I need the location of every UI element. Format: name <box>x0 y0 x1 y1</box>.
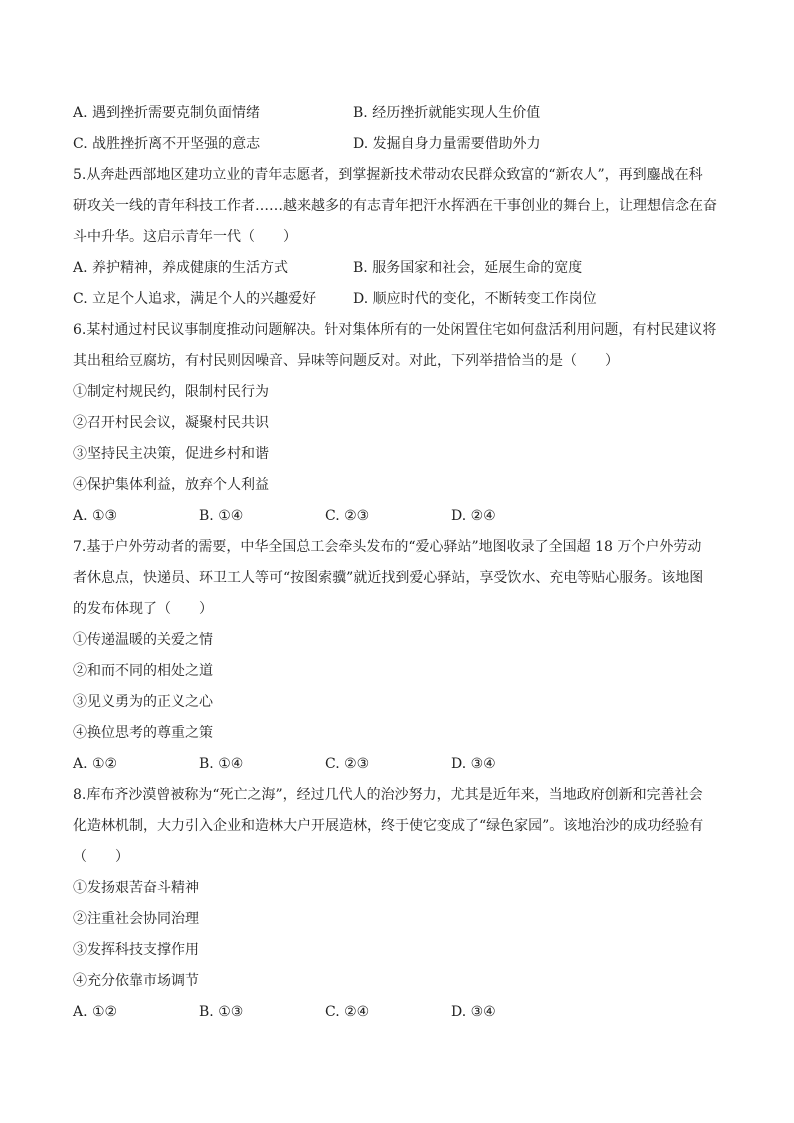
q6-statement-4: ④保护集体利益，放弃个人利益 <box>73 477 269 493</box>
q8-options-row <box>73 1001 721 1032</box>
q4-options-row-2 <box>73 133 721 164</box>
question-6 <box>73 319 721 536</box>
q4-option-d: D. 发掘自身力量需要借助外力 <box>353 136 541 152</box>
q6-option-a: A. ①③ <box>73 508 118 524</box>
q7-stem-line-3: 的发布体现了（ ） <box>73 601 213 617</box>
q6-options-row <box>73 505 721 536</box>
q7-statement-3: ③见义勇为的正义之心 <box>73 694 213 710</box>
q4-option-c: C. 战胜挫折离不开坚强的意志 <box>73 136 261 152</box>
q6-statement-2: ②召开村民会议，凝聚村民共识 <box>73 415 269 431</box>
q6-statement-3: ③坚持民主决策，促进乡村和谐 <box>73 446 269 462</box>
q5-stem-line-3: 斗中升华。这启示青年一代（ ） <box>73 229 297 245</box>
q7-option-b: B. ①④ <box>199 756 244 772</box>
q7-option-d: D. ③④ <box>451 756 496 772</box>
q5-option-b: B. 服务国家和社会，延展生命的宽度 <box>353 260 583 276</box>
q7-options-row <box>73 753 721 784</box>
q7-statement-2: ②和而不同的相处之道 <box>73 663 213 679</box>
q5-options-row-1 <box>73 257 721 288</box>
q4-option-a: A. 遇到挫折需要克制负面情绪 <box>73 105 261 121</box>
q6-option-b: B. ①④ <box>199 508 244 524</box>
q5-option-d: D. 顺应时代的变化，不断转变工作岗位 <box>353 291 597 307</box>
q8-option-d: D. ③④ <box>451 1004 496 1020</box>
q8-option-b: B. ①③ <box>199 1004 244 1020</box>
q5-options-row-2 <box>73 288 721 319</box>
q5-stem-line-1: 5.从奔赴西部地区建功立业的青年志愿者，到掌握新技术带动农民群众致富的“新农人”，再到鏖战在科 <box>73 167 703 183</box>
q6-statement-1: ①制定村规民约，限制村民行为 <box>73 384 269 400</box>
q8-statement-1: ①发扬艰苦奋斗精神 <box>73 880 199 896</box>
q8-option-c: C. ②④ <box>325 1004 370 1020</box>
q6-stem-line-2: 其出租给豆腐坊，有村民则因噪音、异味等问题反对。对此，下列举措恰当的是（ ） <box>73 353 619 369</box>
q8-statement-3: ③发挥科技支撑作用 <box>73 942 199 958</box>
q5-option-c: C. 立足个人追求，满足个人的兴趣爱好 <box>73 291 317 307</box>
q8-statement-4: ④充分依靠市场调节 <box>73 973 199 989</box>
q8-stem-line-1: 8.库布齐沙漠曾被称为“死亡之海”，经过几代人的治沙努力，尤其是近年来，当地政府创新和完善社会 <box>73 787 703 803</box>
q7-stem-line-1: 7.基于户外劳动者的需要，中华全国总工会牵头发布的“爱心驿站”地图收录了全国超 18 万个户外劳动 <box>73 539 702 555</box>
q6-option-c: C. ②③ <box>325 508 370 524</box>
question-7 <box>73 536 721 784</box>
q6-stem-line-1: 6.某村通过村民议事制度推动问题解决。针对集体所有的一处闲置住宅如何盘活利用问题，有村民建议将 <box>73 322 717 338</box>
q7-option-c: C. ②③ <box>325 756 370 772</box>
q4-options-row-1 <box>73 102 721 133</box>
question-5 <box>73 164 721 319</box>
q7-stem-line-2: 者休息点，快递员、环卫工人等可“按图索骥”就近找到爱心驿站，享受饮水、充电等贴心服务。该地图 <box>73 570 704 586</box>
q5-option-a: A. 养护精神，养成健康的生活方式 <box>73 260 289 276</box>
q8-stem-line-2: 化造林机制，大力引入企业和造林大户开展造林，终于使它变成了“绿色家园”。该地治沙的成功经验有 <box>73 818 704 834</box>
question-8 <box>73 784 721 1032</box>
q7-option-a: A. ①② <box>73 756 118 772</box>
q4-option-b: B. 经历挫折就能实现人生价值 <box>353 105 541 121</box>
q8-option-a: A. ①② <box>73 1004 118 1020</box>
q7-statement-4: ④换位思考的尊重之策 <box>73 725 213 741</box>
exam-page <box>73 102 721 1032</box>
q8-stem-line-3: （ ） <box>73 849 129 865</box>
q7-statement-1: ①传递温暖的关爱之情 <box>73 632 213 648</box>
q5-stem-line-2: 研攻关一线的青年科技工作者……越来越多的有志青年把汗水挥洒在干事创业的舞台上，让理想信念在奋 <box>73 198 717 214</box>
q6-option-d: D. ②④ <box>451 508 496 524</box>
q8-statement-2: ②注重社会协同治理 <box>73 911 199 927</box>
